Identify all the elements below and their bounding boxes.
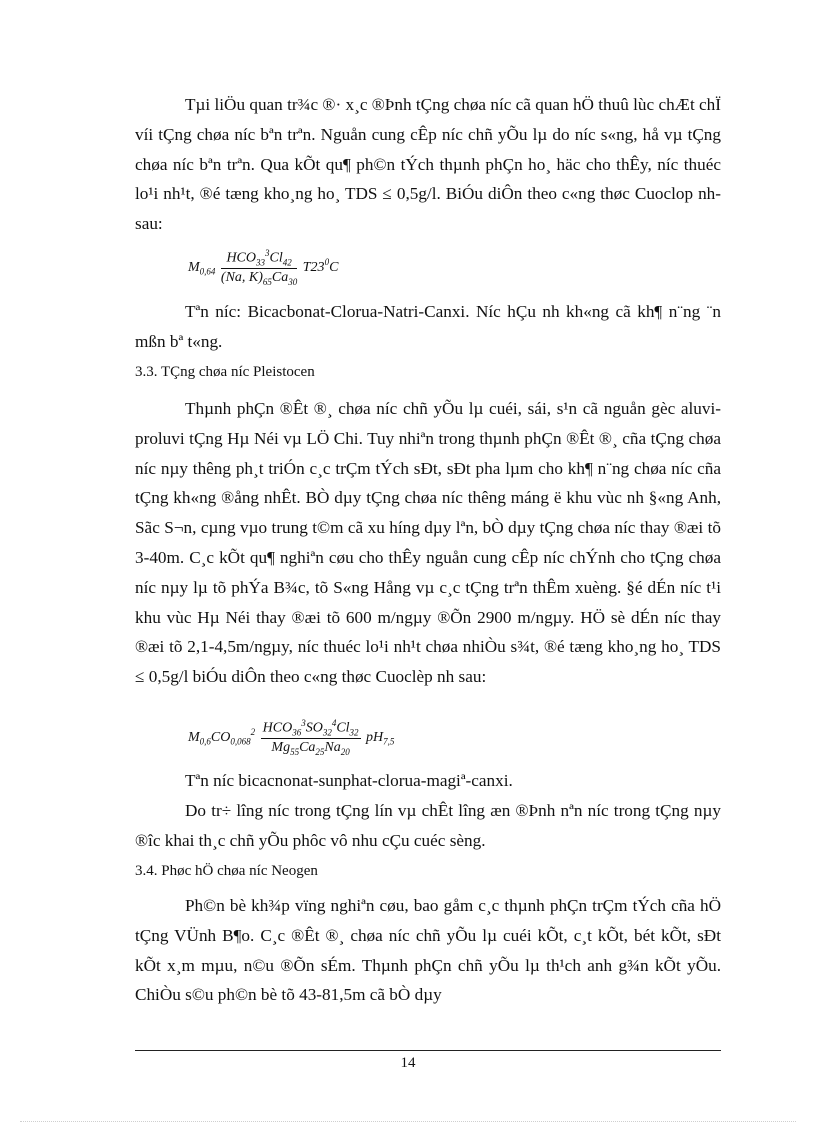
formula2-num-b-sup: 4 [331,718,337,728]
formula1-den-a: (Na, K) [220,270,263,286]
formula1-den-b-sub: 30 [288,277,298,288]
formula2-den-c-sub: 20 [340,747,350,758]
paragraph-water-type-2: Tªn níc bicacnonat-sunphat-clorua-magiª-canxi. [185,771,513,790]
formula2-tail-sub: 7,5 [383,736,395,747]
formula1-num-a: HCO [226,250,256,266]
formula2-den-b-sub: 25 [315,747,325,758]
paragraph-intro: Tµi liÖu quan tr¾c ®· x¸c ®Þnh tÇng chøa níc cã quan hÖ thuû lùc chÆt chÏ víi tÇng chøa níc bªn trªn. Nguån cung cÊp níc chñ yÕu lµ do níc s«ng, hå vµ tÇng chøa níc bªn trªn. Qua kÕt qu¶ ph©n tÝch thµnh phÇn ho¸ häc cho thÊy, níc thuéc lo¹i nh¹t, ®é tæng kho¸ng ho¸ TDS ≤ 0,5g/l. BiÓu diÔn theo c«ng thøc Cuoclop nh sau: [135,95,721,234]
formula2-fraction [261,718,361,757]
formula2-co: CO [210,729,231,745]
paragraph-neogen: Ph©n bè kh¾p vïng nghiªn cøu, bao gåm c¸c thµnh phÇn trÇm tÝch cña hÖ tÇng VÜnh B¶o. C¸c ®Êt ®¸ chøa níc chñ yÕu lµ cuéi kÕt, c¸t kÕt, bét kÕt, sÐt kÕt x¸m mµu, n©u ®Õn sÉm. Thµnh phÇn chñ yÕu lµ th¹ch anh g¾n kÕt yÕu. ChiÒu s©u ph©n bè tõ 43-81,5m cã bÒ dµy [135,896,721,1005]
paragraph-water-type-1: Tªn níc: Bicacbonat-Clorua-Natri-Canxi. Níc hÇu nh kh«ng cã kh¶ n¨ng ¨n mßn bª t«ng. [135,302,721,351]
page-number: 14 [400,1055,416,1071]
formula1-den-b: Ca [271,270,289,286]
formula2-num-b-sub: 32 [322,727,332,738]
formula1-tail-end: C [329,259,339,275]
paragraph-reserves: Do tr÷ lîng níc trong tÇng lín vµ chÊt lîng æn ®Þnh nªn níc trong tÇng nµy ®îc khai th¸c chñ yÕu phôc vô nhu cÇu cuéc sèng. [135,801,721,850]
formula2-den-c: Na [324,740,341,756]
formula2-co-sub: 0,068 [230,736,251,747]
formula1-denominator [221,269,297,287]
page-edge-dotted-line [20,1121,796,1122]
formula2-den-a: Mg [271,740,291,756]
formula1-numerator [221,248,297,269]
formula2-den-a-sub: 55 [290,747,300,758]
formula2-denominator [261,739,361,757]
paragraph-pleistocene: Thµnh phÇn ®Êt ®¸ chøa níc chñ yÕu lµ cuéi, sái, s¹n cã nguån gèc aluvi-proluvi tÇng Hµ Néi vµ LÖ Chi. Tuy nhiªn trong thµnh phÇn ®Êt ®¸ cña tÇng chøa níc nµy thêng ph¸t triÓn c¸c trÇm tÝch sÐt, sÐt pha lµm cho kh¶ n¨ng chøa níc cña tÇng kh«ng ®ång nhÊt. BÒ dµy tÇng chøa níc thêng máng ë khu vùc nh §«ng Anh, Sãc S¬n, cµng vµo trung t©m cã xu híng dµy lªn, bÒ dµy tÇng chøa níc thay ®æi tõ 3-40m. C¸c kÕt qu¶ nghiªn cøu cho thÊy nguån cung cÊp níc chÝnh cho tÇng chøa níc nµy lµ tõ phÝa B¾c, tõ S«ng Hång vµ c¸c tÇng trªn thÊm xuèng. §é dÉn níc t¹i khu vùc Hµ Néi thay ®æi tõ 600 m/ngµy ®Õn 2900 m/ngµy. HÖ sè dÉn níc thay ®æi tõ 2,1-4,5m/ngµy, níc thuéc lo¹i nh¹t chøa nhiÒu s¾t, ®é tæng kho¸ng ho¸ TDS ≤ 0,5g/l biÓu diÔn theo c«ng thøc Cuoclèp nh sau: [135,399,721,687]
footer-rule [135,1050,721,1051]
formula1-num-b-sub: 42 [282,257,292,268]
formula1-tail-sup: 0 [324,257,330,268]
formula2-num-a: HCO [262,720,293,736]
formula2-num-a-sup: 3 [301,718,306,728]
section-heading-3-3: 3.3. TÇng chøa níc Pleistocen [135,364,315,380]
formula2-num-c-sub: 32 [349,727,359,738]
formula1-tail: T23 [302,259,325,275]
formula2-num-b: SO [305,720,323,736]
formula2-num-c: Cl [336,720,350,736]
formula2-lead-sub: 0,6 [199,736,211,747]
section-heading-3-4: 3.4. Phøc hÖ chøa níc Neogen [135,863,318,879]
formula2-co-sup: 2 [250,727,256,738]
formula1-den-a-sub: 65 [262,277,272,288]
formula2-tail: pH [366,729,384,745]
formula1-num-b: Cl [269,250,283,266]
formula1-fraction [221,248,297,287]
formula2-den-b: Ca [299,740,316,756]
formula1-lead: M [188,259,200,275]
formula1-num-a-sub: 33 [256,257,265,268]
formula1-num-a-sup: 3 [265,248,270,258]
formula-cuoclop-2 [188,718,394,757]
formula-cuoclop-1 [188,248,338,287]
formula2-num-a-sub: 36 [292,727,302,738]
formula1-lead-sub: 0,64 [199,266,216,277]
formula2-numerator [261,718,361,739]
formula2-lead: M [188,729,200,745]
